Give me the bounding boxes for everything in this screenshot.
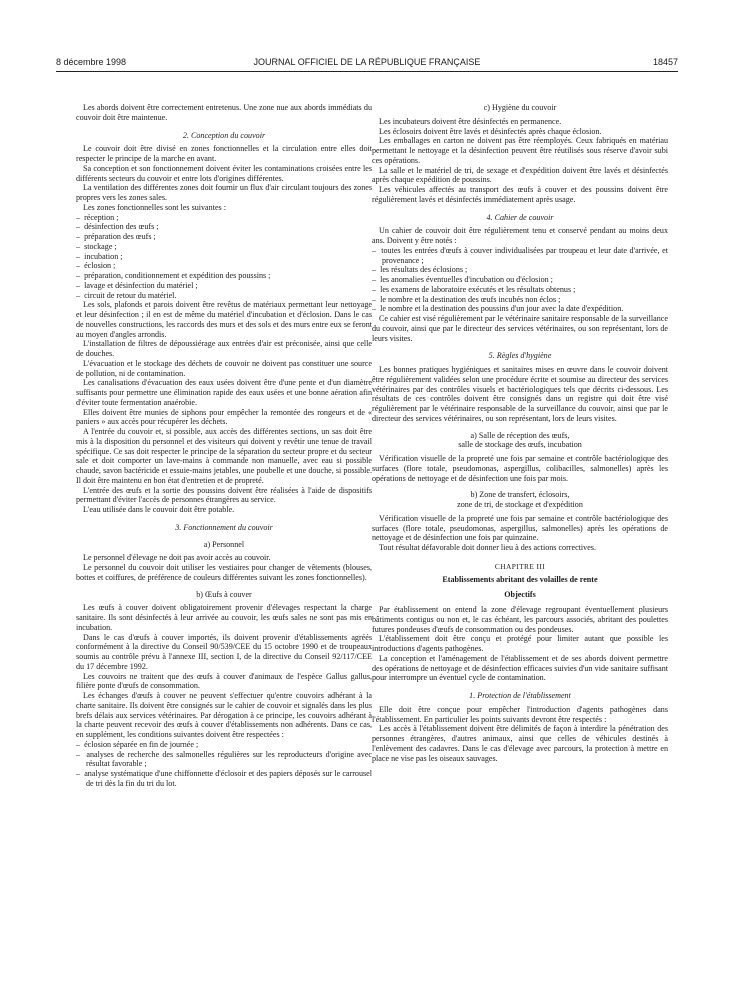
- paragraph: Les accès à l'établissement doivent être délimités de façon à interdire la pénétration des personnes étrangères, d'autres animaux, ainsi que celles de véhicules destinés à l'enlèvement des cadavres. Dans le cas d'élevage avec parcours, la protection à mettre en place ne vise pas les oiseaux sauvages.: [372, 724, 668, 763]
- subsection-heading: b) Zone de transfert, éclosoirs,: [470, 490, 570, 500]
- paragraph: La ventilation des différentes zones doit fournir un flux d'air circulant toujours des zones propres vers les zones sales.: [76, 183, 372, 202]
- paragraph: Vérification visuelle de la propreté une fois par semaine et contrôle bactériologique des surfaces (flore totale, pseudomonas, aspergillus, salmonelles) après les opérations de nettoyage et de désinfection une fois par quinzaine.: [372, 513, 668, 543]
- list-item: – lavage et désinfection du matériel ;: [76, 281, 372, 291]
- section-heading: 1. Protection de l'établissement: [469, 691, 571, 700]
- subsection-heading: c) Hygiène du couvoir: [483, 103, 557, 112]
- list-item: – incubation ;: [76, 252, 372, 262]
- paragraph: Elles doivent être munies de siphons pour empêcher la remontée des rongeurs et de « paniers » aux accès pour récupérer les déchets.: [76, 407, 372, 427]
- paragraph: L'eau utilisée dans le couvoir doit être potable.: [83, 505, 235, 514]
- paragraph: Les sols, plafonds et parois doivent être revêtus de matériaux permettant leur nettoyage et leur désinfection ; il en est de même du matériel d'incubation et d'éclosion. Dans le cas de nouvelles constructions, les raccords des murs et des sols et des murs entre eux se feront au moyen d'angles arrondis.: [76, 300, 372, 339]
- paragraph: Dans le cas d'œufs à couver importés, ils doivent provenir d'établissements agréés conformément à la directive du Conseil 90/539/CEE du 15 octobre 1990 et de troupeaux soumis au contrôle prévu à l'annexe III, section I, de la directive du Conseil 92/117/CEE du 17 décembre 1992.: [76, 632, 372, 671]
- section-heading: 5. Règles d'hygiène: [488, 351, 552, 361]
- objectives-heading: Objectifs: [504, 590, 536, 600]
- paragraph: Vérification visuelle de la propreté une fois par semaine et contrôle bactériologique des surfaces (flore totale, pseudomonas, aspergillus, colibacilles, salmonelles) après les opérations de nettoyage et de désinfection une fois par mois.: [372, 454, 668, 483]
- subsection-heading: a) Salle de réception des œufs,: [470, 430, 570, 440]
- paragraph: Les véhicules affectés au transport des œufs à couver et des poussins doivent être régulièrement lavés et désinfectés immédiatement après usage.: [372, 185, 668, 204]
- paragraph: La salle et le matériel de tri, de sexage et d'expédition doivent être lavés et désinfectés après chaque expédition de poussins.: [372, 165, 668, 185]
- subsection-heading: b) Œufs à couver: [196, 589, 252, 599]
- list-item: – le nombre et la destination des œufs incubés non éclos ;: [372, 295, 668, 305]
- subsection-heading: zone de tri, de stockage et d'expédition: [457, 500, 583, 509]
- paragraph: Les abords doivent être correctement entretenus. Une zone nue aux abords immédiats du couvoir doit être maintenue.: [76, 103, 372, 122]
- register-notes-list: [372, 246, 668, 314]
- list-item: – circuit de retour du matériel.: [76, 291, 372, 301]
- paragraph: Le personnel d'élevage ne doit pas avoir accès au couvoir.: [83, 553, 271, 563]
- list-item: – analyse systématique d'une chiffonnette d'éclosoir et des papiers déposés sur le carrousel de tri dès la fin du tri du lot.: [76, 769, 372, 789]
- list-item: – stockage ;: [76, 242, 372, 252]
- section-heading: 4. Cahier de couvoir: [486, 212, 554, 222]
- section-heading: 3. Fonctionnement du couvoir: [175, 522, 273, 532]
- list-item: – les résultats des éclosions ;: [372, 265, 668, 275]
- subsection-heading: salle de stockage des œufs, incubation: [458, 440, 582, 450]
- page-header: [56, 57, 678, 71]
- list-item: – les examens de laboratoire exécutés et les résultats obtenus ;: [372, 285, 668, 295]
- list-item: – préparation, conditionnement et expédition des poussins ;: [76, 271, 372, 281]
- paragraph: Les incubateurs doivent être désinfectés en permanence.: [379, 116, 562, 126]
- list-item: – préparation des œufs ;: [76, 232, 372, 242]
- paragraph: Les zones fonctionnelles sont les suivantes :: [83, 202, 226, 212]
- paragraph: Les bonnes pratiques hygiéniques et sanitaires mises en œuvre dans le couvoir doivent être régulièrement validées selon une procédure écrite et soumise au directeur des services vétérinaires par des contrôles visuels et bactériologiques tels que décrits ci-dessous. Les résultats de ces contrôles doivent être consignés dans un registre qui doit être visé régulièrement par le vétérinaire responsable de la surveillance du couvoir, ainsi que par le directeur des services vétérinaires, ou son représentant, lors de leurs visites.: [372, 365, 668, 423]
- paragraph: Sa conception et son fonctionnement doivent éviter les contaminations croisées entre les différents secteurs du couvoir et entre lots d'origines différentes.: [76, 163, 372, 183]
- paragraph: Les éclosoirs doivent être lavés et désinfectés après chaque éclosion.: [379, 126, 602, 136]
- header-journal-title: JOURNAL OFFICIEL DE LA RÉPUBLIQUE FRANÇAISE: [253, 57, 481, 67]
- paragraph: Ce cahier est visé régulièrement par le vétérinaire sanitaire responsable de la surveillance du couvoir, ainsi que par le directeur des services vétérinaires, ou son représentant, lors de leurs visites.: [372, 314, 668, 343]
- list-item: – réception ;: [76, 213, 372, 223]
- list-item: – éclosion séparée en fin de journée ;: [76, 740, 372, 750]
- paragraph: Les couvoirs ne traitent que des œufs à couver d'animaux de l'espèce Gallus gallus, filière ponte d'œufs de consommation.: [76, 671, 372, 691]
- subsection-heading: a) Personnel: [203, 539, 245, 549]
- paragraph: L'installation de filtres de dépoussiérage aux entrées d'air est préconisée, ainsi que celle de douches.: [76, 339, 372, 358]
- paragraph: Par établissement on entend la zone d'élevage regroupant éventuellement plusieurs bâtiments contigus ou non et, le cas échéant, les parcours associés, abritant des poulettes futures pondeuses d'œufs de consommation ou des pondeuses.: [372, 605, 668, 634]
- paragraph: Les œufs à couver doivent obligatoirement provenir d'élevages respectant la charge sanitaire. Ils sont désinfectés à leur arrivée au couvoir, les œufs sales ne sont pas mis en incubation.: [76, 603, 372, 632]
- list-item: – le nombre et la destination des poussins d'un jour avec la date d'expédition.: [372, 304, 668, 314]
- list-item: – toutes les entrées d'œufs à couver individualisées par troupeau et leur date d'arrivée, et provenance ;: [372, 246, 668, 266]
- paragraph: Un cahier de couvoir doit être régulièrement tenu et conservé pendant au moins deux ans. Doivent y être notés :: [372, 226, 668, 245]
- zones-list: [76, 213, 372, 301]
- list-item: – désinfection des œufs ;: [76, 222, 372, 232]
- paragraph: Les échanges d'œufs à couver ne peuvent s'effectuer qu'entre couvoirs adhérant à la charte sanitaire. Ils doivent être consignés sur le cahier de couvoir et signalés dans les plus brefs délais aux services vétérinaires. Par dérogation à ce principe, les couvoirs adhérant à la charte peuvent recevoir des œufs à couver d'établissements non adhérents. Dans ce cas, en supplément, les conditions suivantes doivent être respectées :: [76, 691, 372, 739]
- left-column: [76, 103, 372, 789]
- paragraph: L'évacuation et le stockage des déchets de couvoir ne doivent pas constituer une source de pollution, ni de contamination.: [76, 358, 372, 378]
- conditions-list: [76, 740, 372, 789]
- paragraph: L'établissement doit être conçu et protégé pour limiter autant que possible les introductions d'agents pathogènes.: [372, 634, 668, 653]
- paragraph: Les emballages en carton ne doivent pas être réemployés. Ceux fabriqués en matériau permettant le nettoyage et la désinfection peuvent être réutilisés sous réserve d'avoir subi ces opérations.: [372, 136, 668, 165]
- paragraph: Les canalisations d'évacuation des eaux usées doivent être d'une pente et d'un diamètre suffisants pour permettre une élimination rapide des eaux usées et une bonne aération afin d'éviter toute fermentation anaérobie.: [76, 378, 372, 407]
- list-item: – éclosion ;: [76, 261, 372, 271]
- header-page-number: 18457: [652, 57, 678, 67]
- right-column: [372, 103, 668, 763]
- paragraph: La conception et l'aménagement de l'établissement et de ses abords doivent permettre des opérations de nettoyage et de désinfection efficaces suivies d'un vide sanitaire suffisant pour interrompre un éventuel cycle de contamination.: [372, 653, 668, 683]
- paragraph: Tout résultat défavorable doit donner lieu à des actions correctives.: [379, 543, 596, 552]
- list-item: – les anomalies éventuelles d'incubation ou d'éclosion ;: [372, 275, 668, 285]
- paragraph: Elle doit être conçue pour empêcher l'introduction d'agents pathogènes dans l'établissement. En particulier les points suivants devront être respectés :: [372, 704, 668, 724]
- header-rule: [56, 71, 678, 72]
- list-item: – analyses de recherche des salmonelles régulières sur les reproducteurs d'origine avec résultat favorable ;: [76, 750, 372, 770]
- header-date: 8 décembre 1998: [56, 57, 127, 67]
- paragraph: Le personnel du couvoir doit utiliser les vestiaires pour changer de vêtements (blouses, bottes et coiffures, de préférence de couleurs différentes suivant les zones fonctionnelles).: [76, 563, 372, 582]
- chapter-number: CHAPITRE III: [494, 561, 546, 571]
- paragraph: A l'entrée du couvoir et, si possible, aux accès des différentes sections, un sas doit être mis à la disposition du personnel et des visiteurs qui doivent y revêtir une tenue de travail spécifique. Ce sas doit respecter le principe de la séparation du secteur propre et du secteur sale et doit comporter un lave-mains à commande non manuelle, avec eau si possible chaude, savon bactéricide et essuie-mains jetables, une poubelle et une douche, si possible. Il doit être maintenu en bon état d'entretien et de propreté.: [76, 427, 372, 485]
- paragraph: Le couvoir doit être divisé en zones fonctionnelles et la circulation entre elles doit respecter le principe de la marche en avant.: [76, 144, 372, 163]
- paragraph: L'entrée des œufs et la sortie des poussins doivent être réalisées à l'aide de dispositifs permettant d'éviter l'accès de personnes étrangères au service.: [76, 485, 372, 505]
- section-heading: 2. Conception du couvoir: [182, 130, 266, 140]
- chapter-title: Etablissements abritant des volailles de rente: [442, 574, 598, 584]
